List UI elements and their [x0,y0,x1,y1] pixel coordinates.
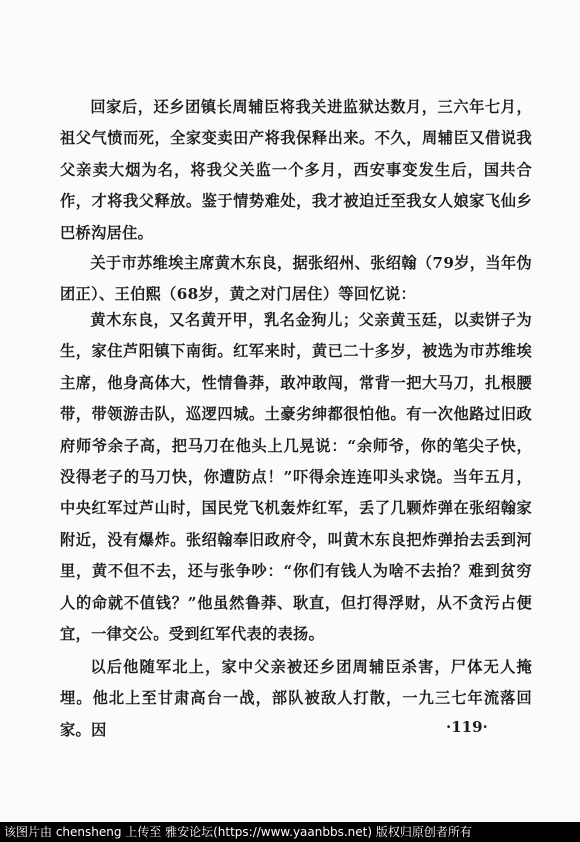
paragraph-3: 黄木东良，又名黄开甲，乳名金狗儿；父亲黄玉廷，以卖饼子为生，家住芦阳镇下南街。红军来时，黄已二十多岁，被选为市苏维埃主席，他身高体大，性情鲁莽，敢冲敢闯，常背一把大马刀，扎根腰带，带领游击队，巡逻四城。土豪劣绅都很怕他。有一次他路过旧政府师爷余子高，把马刀在他头上几晃说：“余师爷，你的笔尖子快，没得老子的马刀快，你遭防点！”吓得余连连叩头求饶。当年五月，中央红军过芦山时，国民党飞机轰炸红军，丢了几颗炸弹在张绍翰家附近，没有爆炸。张绍翰奉旧政府令，叫黄木东良把炸弹抬去丢到河里，黄不但不去，还与张争吵：“你们有钱人为啥不去抬？难到贫穷人的命就不值钱？”他虽然鲁莽、耿直，但打得浮财，从不贪污占便宜，一律交公。受到红军代表的表扬。 [60,311,532,644]
watermark-text: 该图片由 chensheng 上传至 雅安论坛(https://www.yaanbbs.net) 版权归原创者所有 [4,825,472,839]
page-number: ·119· [446,718,488,736]
footer-watermark-bar [0,822,580,842]
body-text-block-2 [60,248,532,311]
paragraph-2: 关于市苏维埃主席黄木东良，据张绍州、张绍翰（79岁，当年伪团正）、王伯熙（68岁，黄之对门居住）等回忆说： [60,254,532,304]
paragraph-1: 回家后，还乡团镇长周辅臣将我关进监狱达数月，三六年七月，祖父气愤而死，全家变卖田产将我保释出来。不久，周辅臣又借说我父亲卖大烟为名，将我父关监一个多月，西安事变发生后，国共合作，才将我父释放。鉴于情势难处，我才被迫迁至我女人娘家飞仙乡巴桥沟居住。 [60,98,532,242]
body-text-block-1 [60,92,532,249]
paragraph-4: 以后他随军北上，家中父亲被还乡团周辅臣杀害，尸体无人掩埋。他北上至甘肃高台一战，部队被敌人打散，一九三七年流落回家。因 [60,658,532,739]
body-text-block-3 [60,305,532,650]
